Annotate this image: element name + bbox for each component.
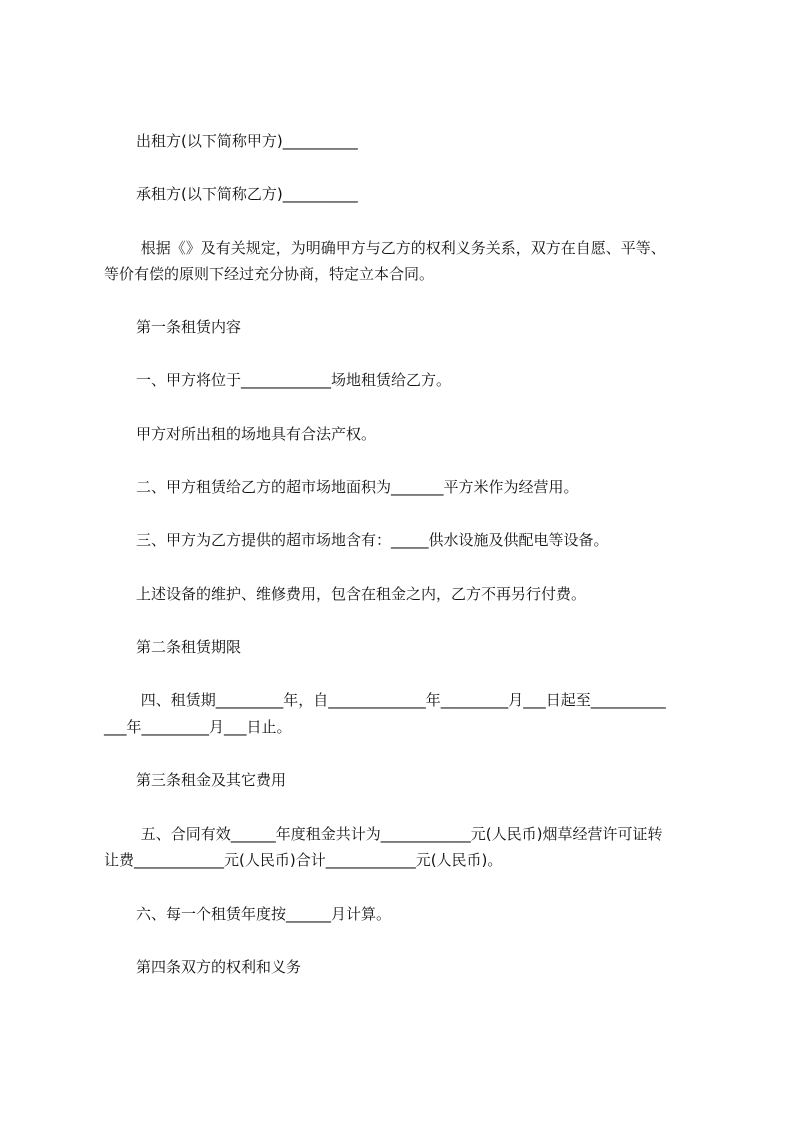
clause-2: 二、甲方租赁给乙方的超市场地面积为_______平方米作为经营用。 — [136, 478, 579, 496]
clause-5-line-1: 五、合同有效______年度租金共计为____________元(人民币)烟草经营许可证转 — [136, 825, 663, 843]
clause-1-property-right: 甲方对所出租的场地具有合法产权。 — [136, 425, 377, 443]
clause-6: 六、每一个租赁年度按______月计算。 — [136, 905, 392, 923]
article-1-heading: 第一条租赁内容 — [136, 318, 242, 336]
article-2-heading: 第二条租赁期限 — [136, 638, 242, 656]
article-4-heading: 第四条双方的权利和义务 — [136, 958, 302, 976]
article-3-heading: 第三条租金及其它费用 — [136, 771, 287, 789]
clause-1: 一、甲方将位于____________场地租赁给乙方。 — [136, 371, 452, 389]
lessor-line: 出租方(以下简称甲方)__________ — [136, 132, 358, 150]
clause-3-maintenance: 上述设备的维护、维修费用，包含在租金之内，乙方不再另行付费。 — [136, 585, 587, 603]
clause-3: 三、甲方为乙方提供的超市场地含有：_____供水设施及供配电等设备。 — [136, 531, 609, 549]
clause-5-line-2: 让费____________元(人民币)合计____________元(人民币)。 — [104, 851, 503, 869]
clause-4-line-1: 四、租赁期_________年，自_____________年_________月___日起至__________ — [136, 691, 666, 709]
lessee-line: 承租方(以下简称乙方)__________ — [136, 185, 358, 203]
preamble-line-1: 根据《》及有关规定，为明确甲方与乙方的权利义务关系，双方在自愿、平等、 — [136, 239, 666, 257]
preamble-line-2: 等价有偿的原则下经过充分协商，特定立本合同。 — [104, 265, 435, 283]
clause-4-line-2: ___年_________月___日止。 — [104, 718, 292, 736]
